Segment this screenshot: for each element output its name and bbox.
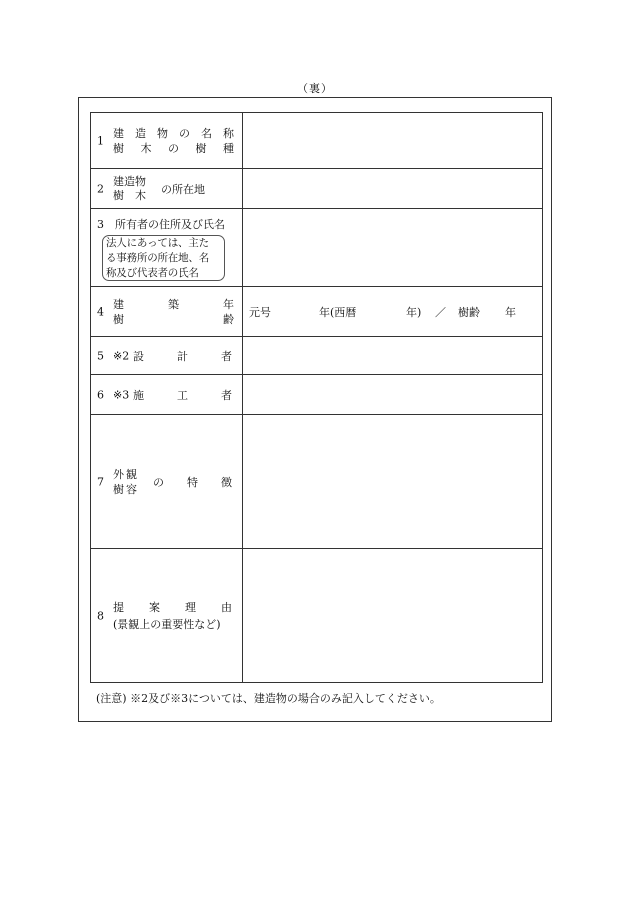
field-designer[interactable]	[243, 337, 543, 375]
row-number: 8	[97, 609, 104, 622]
form-row-name	[91, 113, 543, 169]
row-number: 1	[97, 134, 104, 147]
field-location[interactable]	[243, 169, 543, 209]
proposal-form-table	[90, 112, 543, 683]
note-mark-2: ※2	[113, 349, 130, 362]
label-line-building-name: 建 造 物 の 名 称	[113, 126, 234, 140]
row-label-designer: 5 ※2 設 計 者	[91, 337, 243, 375]
label-appearance: 外 観	[113, 467, 137, 481]
field-name[interactable]	[243, 113, 543, 169]
label-reason-hint: (景観上の重要性など)	[113, 617, 221, 631]
row-number: 6	[97, 388, 104, 401]
label-owner: 所有者の住所及び氏名	[115, 218, 225, 231]
field-builder[interactable]	[243, 375, 543, 415]
note-mark-3: ※3	[113, 388, 130, 401]
row-number: 5	[97, 349, 104, 362]
field-reason[interactable]	[243, 549, 543, 683]
label-line-tree-species: 樹 木 の 樹 種	[113, 141, 234, 155]
row-number: 4	[97, 305, 104, 318]
row-number: 3	[97, 218, 104, 231]
row-label-owner	[91, 209, 243, 287]
form-row-owner	[91, 209, 543, 287]
label-tree: 樹 木	[113, 188, 146, 202]
form-row-features	[91, 415, 543, 549]
row-number: 7	[97, 475, 104, 488]
row-label-location	[91, 169, 243, 209]
label-line-tree-age: 樹 齢	[113, 312, 234, 326]
footnote: (注意) ※2及び※3については、建造物の場合のみ記入してください。	[96, 692, 441, 705]
label-building: 建造物	[113, 174, 146, 188]
form-row-year	[91, 287, 543, 337]
owner-corporate-note: 法人にあっては、主た る事務所の所在地、名 称及び代表者の氏名	[102, 235, 225, 281]
row-label-features: 7 外 観 樹 容 の 特 徴	[91, 415, 243, 549]
year-close-label: 年)	[406, 305, 422, 319]
row-label-name	[91, 113, 243, 169]
form-row-builder	[91, 375, 543, 415]
field-features[interactable]	[243, 415, 543, 549]
field-owner[interactable]	[243, 209, 543, 287]
form-row-reason	[91, 549, 543, 683]
slash-separator: ／	[435, 305, 446, 319]
row-label-reason	[91, 549, 243, 683]
age-unit-label: 年	[505, 305, 516, 319]
form-row-designer	[91, 337, 543, 375]
row-label-year	[91, 287, 243, 337]
western-year-label: 年(西暦	[319, 305, 357, 319]
row-number: 2	[97, 182, 104, 195]
page-side-label: （裏）	[297, 82, 333, 95]
form-row-location	[91, 169, 543, 209]
label-line-built-year: 建 築 年	[113, 297, 234, 311]
label-tree-form: 樹 容	[113, 482, 137, 496]
field-year[interactable]	[243, 287, 543, 337]
tree-age-label: 樹齢	[458, 305, 480, 319]
row-label-builder: 6 ※3 施 工 者	[91, 375, 243, 415]
label-location-suffix: の所在地	[161, 182, 205, 196]
label-proposal-reason: 提 案 理 由	[113, 600, 232, 614]
era-label: 元号	[249, 305, 271, 319]
